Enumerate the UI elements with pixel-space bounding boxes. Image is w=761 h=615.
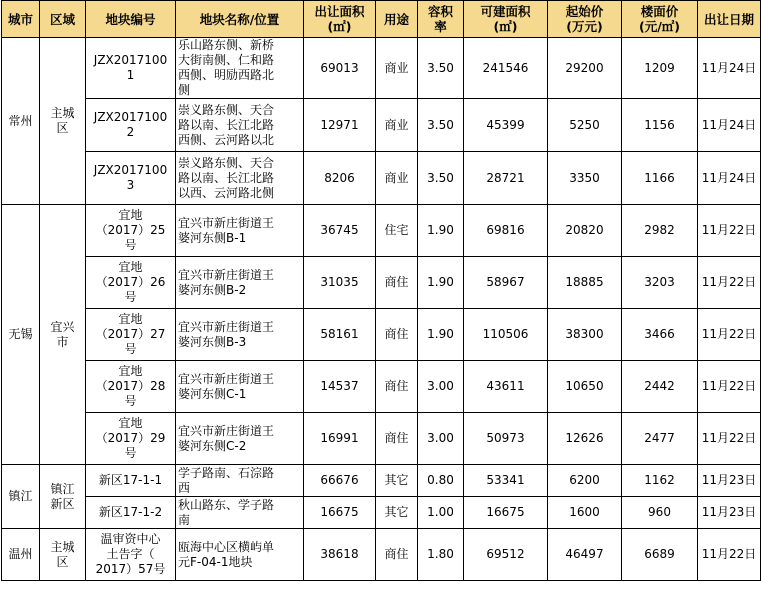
buildable-cell: 43611 [464,361,548,413]
table-body [2,38,761,581]
date-cell: 11月22日 [698,257,761,309]
start-price-cell: 1600 [548,497,622,529]
use-cell: 商业 [376,38,418,99]
date-cell: 11月22日 [698,309,761,361]
floor-price-cell: 6689 [622,529,698,581]
buildable-cell: 28721 [464,152,548,205]
city-cell: 无锡 [2,205,40,465]
header-plot-name: 地块名称/位置 [176,1,304,38]
plot-name-cell: 宜兴市新庄街道王 婆河东侧C-2 [176,413,304,465]
buildable-cell: 16675 [464,497,548,529]
use-cell: 其它 [376,465,418,497]
floor-price-cell: 3203 [622,257,698,309]
use-cell: 商住 [376,257,418,309]
area-cell: 38618 [304,529,376,581]
date-cell: 11月24日 [698,152,761,205]
plot-no-cell: 新区17-1-2 [86,497,176,529]
plot-name-cell: 宜兴市新庄街道王 婆河东侧B-1 [176,205,304,257]
area-cell: 16991 [304,413,376,465]
use-cell: 其它 [376,497,418,529]
start-price-cell: 12626 [548,413,622,465]
header-date: 出让日期 [698,1,761,38]
plot-no-cell: 宜地 （2017）25 号 [86,205,176,257]
header-buildable: 可建面积 (㎡) [464,1,548,38]
buildable-cell: 69816 [464,205,548,257]
land-transfer-table [1,0,761,581]
date-cell: 11月24日 [698,99,761,152]
far-cell: 3.50 [418,38,464,99]
plot-name-cell: 学子路南、石淙路 西 [176,465,304,497]
district-cell: 镇江 新区 [40,465,86,529]
header-row [2,1,761,38]
area-cell: 14537 [304,361,376,413]
district-cell: 主城 区 [40,38,86,205]
use-cell: 商业 [376,152,418,205]
start-price-cell: 3350 [548,152,622,205]
header-plot-no: 地块编号 [86,1,176,38]
buildable-cell: 69512 [464,529,548,581]
buildable-cell: 241546 [464,38,548,99]
start-price-cell: 20820 [548,205,622,257]
far-cell: 3.00 [418,361,464,413]
area-cell: 36745 [304,205,376,257]
use-cell: 商住 [376,309,418,361]
table-row [2,413,761,465]
floor-price-cell: 1156 [622,99,698,152]
city-cell: 常州 [2,38,40,205]
floor-price-cell: 1209 [622,38,698,99]
plot-name-cell: 秋山路东、学子路 南 [176,497,304,529]
buildable-cell: 45399 [464,99,548,152]
area-cell: 69013 [304,38,376,99]
buildable-cell: 110506 [464,309,548,361]
far-cell: 1.90 [418,309,464,361]
floor-price-cell: 2982 [622,205,698,257]
plot-no-cell: 新区17-1-1 [86,465,176,497]
table-row [2,361,761,413]
use-cell: 商业 [376,99,418,152]
start-price-cell: 10650 [548,361,622,413]
plot-no-cell: 宜地 （2017）29 号 [86,413,176,465]
start-price-cell: 38300 [548,309,622,361]
header-floor-price: 楼面价 (元/㎡) [622,1,698,38]
far-cell: 1.00 [418,497,464,529]
floor-price-cell: 960 [622,497,698,529]
far-cell: 3.50 [418,152,464,205]
table-row [2,152,761,205]
date-cell: 11月23日 [698,497,761,529]
date-cell: 11月23日 [698,465,761,497]
plot-no-cell: JZX2017100 3 [86,152,176,205]
floor-price-cell: 2477 [622,413,698,465]
city-cell: 镇江 [2,465,40,529]
date-cell: 11月22日 [698,413,761,465]
plot-name-cell: 瓯海中心区横屿单 元F-04-1地块 [176,529,304,581]
header-far: 容积 率 [418,1,464,38]
floor-price-cell: 3466 [622,309,698,361]
far-cell: 1.90 [418,257,464,309]
header-district: 区域 [40,1,86,38]
plot-name-cell: 崇义路东侧、天合 路以南、长江北路 西侧、云河路以北 [176,99,304,152]
header-area: 出让面积 (㎡) [304,1,376,38]
plot-name-cell: 宜兴市新庄街道王 婆河东侧B-2 [176,257,304,309]
area-cell: 31035 [304,257,376,309]
plot-no-cell: JZX2017100 2 [86,99,176,152]
far-cell: 3.50 [418,99,464,152]
header-start-price: 起始价 (万元) [548,1,622,38]
start-price-cell: 29200 [548,38,622,99]
floor-price-cell: 1162 [622,465,698,497]
plot-name-cell: 乐山路东侧、新桥 大街南侧、仁和路 西侧、明励西路北 侧 [176,38,304,99]
use-cell: 商住 [376,413,418,465]
date-cell: 11月22日 [698,361,761,413]
use-cell: 商住 [376,529,418,581]
far-cell: 1.80 [418,529,464,581]
buildable-cell: 58967 [464,257,548,309]
district-cell: 主城 区 [40,529,86,581]
plot-no-cell: 宜地 （2017）26 号 [86,257,176,309]
floor-price-cell: 2442 [622,361,698,413]
use-cell: 商住 [376,361,418,413]
plot-no-cell: JZX2017100 1 [86,38,176,99]
start-price-cell: 18885 [548,257,622,309]
table-row [2,38,761,99]
far-cell: 1.90 [418,205,464,257]
plot-no-cell: 宜地 （2017）27 号 [86,309,176,361]
buildable-cell: 50973 [464,413,548,465]
far-cell: 3.00 [418,413,464,465]
far-cell: 0.80 [418,465,464,497]
area-cell: 66676 [304,465,376,497]
area-cell: 58161 [304,309,376,361]
start-price-cell: 5250 [548,99,622,152]
date-cell: 11月22日 [698,529,761,581]
buildable-cell: 53341 [464,465,548,497]
plot-name-cell: 宜兴市新庄街道王 婆河东侧B-3 [176,309,304,361]
start-price-cell: 6200 [548,465,622,497]
table-row [2,99,761,152]
plot-no-cell: 温审资中心 土告字（ 2017）57号 [86,529,176,581]
date-cell: 11月24日 [698,38,761,99]
start-price-cell: 46497 [548,529,622,581]
area-cell: 12971 [304,99,376,152]
plot-name-cell: 崇义路东侧、天合 路以南、长江北路 以西、云河路北侧 [176,152,304,205]
table-row [2,309,761,361]
area-cell: 16675 [304,497,376,529]
plot-name-cell: 宜兴市新庄街道王 婆河东侧C-1 [176,361,304,413]
date-cell: 11月22日 [698,205,761,257]
area-cell: 8206 [304,152,376,205]
table-row [2,497,761,529]
header-city: 城市 [2,1,40,38]
header-use: 用途 [376,1,418,38]
table-row [2,529,761,581]
table-row [2,465,761,497]
table-row [2,257,761,309]
floor-price-cell: 1166 [622,152,698,205]
table-row [2,205,761,257]
use-cell: 住宅 [376,205,418,257]
district-cell: 宜兴 市 [40,205,86,465]
city-cell: 温州 [2,529,40,581]
plot-no-cell: 宜地 （2017）28 号 [86,361,176,413]
